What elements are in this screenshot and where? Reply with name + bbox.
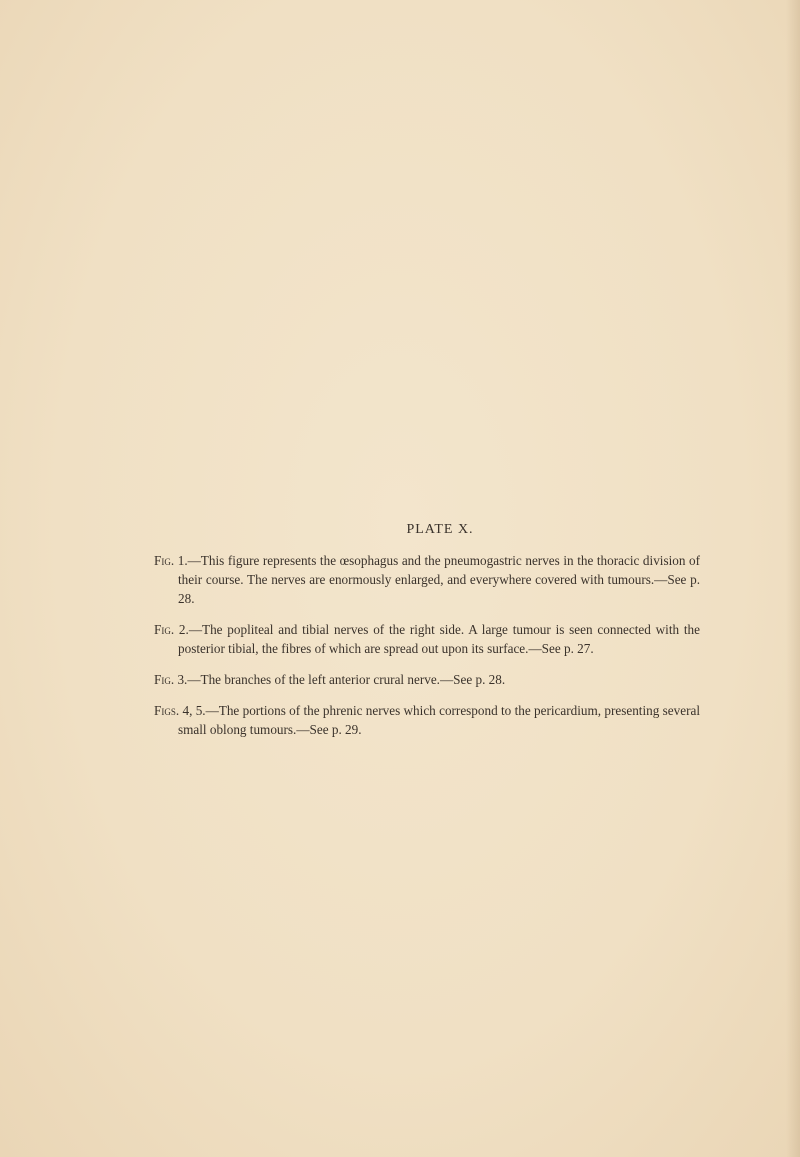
caption-label: Fig. [154, 672, 175, 687]
caption-fig-2 [154, 620, 700, 658]
caption-fig-1 [154, 551, 700, 608]
caption-text: 3.—The branches of the left anterior crural nerve.—See p. 28. [174, 672, 506, 687]
caption-label: Fig. [154, 553, 175, 568]
caption-label: Figs. [154, 703, 180, 718]
caption-text: 1.—This figure represents the œsophagus and the pneumogastric nerves in the thoracic division of their course. The nerves are enormously enlarged, and everywhere covered with tumours.—See p. 28. [174, 553, 700, 606]
figure-captions [154, 551, 700, 751]
caption-figs-4-5 [154, 701, 700, 739]
plate-title: PLATE X. [406, 522, 474, 537]
page-edge-shadow [786, 0, 800, 1157]
caption-fig-3 [154, 670, 700, 689]
caption-text: 2.—The popliteal and tibial nerves of the right side. A large tumour is seen connected with the posterior tibial, the fibres of which are spread out upon its surface.—See p. 27. [174, 622, 700, 656]
caption-label: Fig. [154, 622, 175, 637]
caption-text: 4, 5.—The portions of the phrenic nerves which correspond to the pericardium, presenting several small oblong tumours.—See p. 29. [178, 703, 700, 737]
